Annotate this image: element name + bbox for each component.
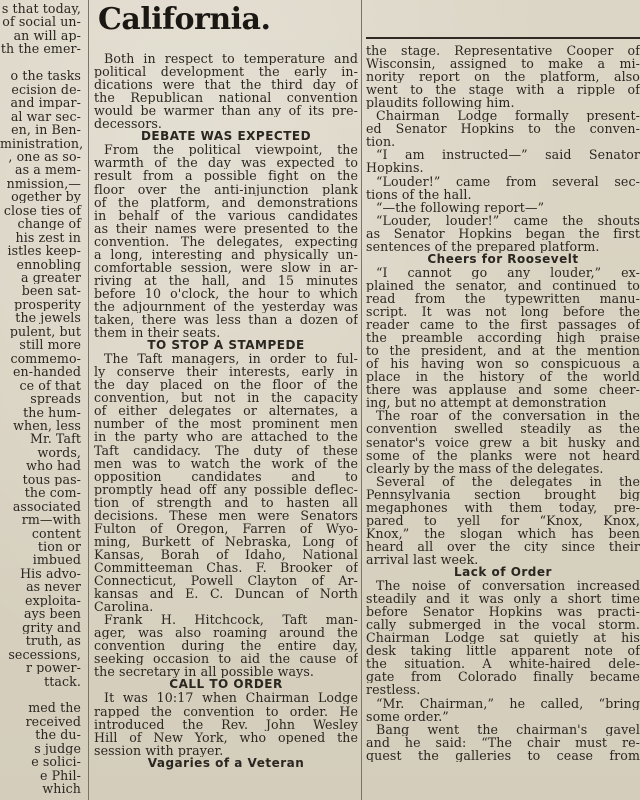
body-line: opposition candidates and to	[94, 469, 358, 483]
body-line: convention during the entire day,	[94, 639, 358, 653]
left-column-line: r power-	[26, 661, 81, 675]
body-line: restless.	[366, 683, 421, 697]
body-line: ing, but no attempt at demonstration	[366, 396, 607, 410]
left-column-line: the du-	[35, 728, 81, 742]
left-column-line: exploita-	[25, 593, 81, 607]
left-column-line: commemo-	[10, 351, 81, 365]
left-column-line: a greater	[21, 271, 81, 284]
body-line: seeking occasion to aid the cause of	[94, 652, 358, 666]
body-line: went to the stage with a ripple of	[366, 83, 640, 97]
body-line: comfortable session, were slow in ar-	[94, 260, 358, 274]
left-column-line: ecision de-	[11, 82, 81, 96]
body-line: the preamble according high praise	[366, 331, 640, 345]
left-column-line: content	[31, 526, 81, 540]
left-column-line: His advo-	[20, 566, 81, 580]
body-line: rapped the convention to order. He	[94, 704, 358, 718]
body-line: there was applause and some cheer-	[366, 383, 640, 397]
body-line: “I cannot go any louder,” ex-	[376, 265, 640, 279]
body-line: gate from Colorado finally became	[366, 670, 640, 684]
subhead: TO STOP A STAMPEDE	[147, 339, 305, 353]
body-line: dications were that the third day of	[94, 78, 358, 92]
left-column-line: , one as so-	[8, 149, 81, 163]
left-column-line: en, in Ben-	[11, 123, 81, 137]
left-column-line	[0, 56, 84, 69]
body-line: Connecticut, Powell Clayton of Ar-	[94, 574, 358, 587]
body-line: tion.	[366, 135, 396, 149]
body-line: convention, but not in the capacity	[94, 391, 358, 405]
left-column-line	[0, 688, 84, 701]
body-line: tions of the hall.	[366, 187, 472, 201]
left-column-line: associated	[12, 499, 81, 513]
left-column-line: an will ap-	[13, 28, 81, 42]
left-column-line: s that today,	[1, 2, 81, 15]
body-line: them in their seats.	[94, 326, 221, 340]
left-column-line: th the emer-	[0, 42, 81, 56]
body-line: as Senator Hopkins began the first	[366, 226, 640, 240]
body-line: as their names were presented to the	[94, 221, 358, 235]
left-column-line: ays been	[24, 607, 81, 621]
subhead: CALL TO ORDER	[169, 678, 283, 692]
left-column-line: who had	[26, 459, 81, 473]
left-column-line: been sat-	[21, 284, 81, 298]
body-line: promptly head off any possible deflec-	[94, 482, 358, 496]
body-line: reader came to the first passages of	[366, 318, 640, 332]
left-column-line: tion or	[37, 540, 81, 553]
body-line: Hill of New York, who opened the	[94, 730, 358, 744]
body-line: result from a possible fight on the	[94, 169, 358, 183]
subhead: Vagaries of a Veteran	[147, 756, 305, 770]
body-line: It was 10:17 when Chairman Lodge	[104, 691, 358, 705]
body-line: some order.”	[366, 709, 449, 723]
body-line: the stage. Representative Cooper of	[366, 44, 640, 57]
body-line: Chairman Lodge formally present-	[376, 109, 640, 123]
left-column	[0, 0, 84, 800]
left-column-line: ennobling	[16, 257, 81, 271]
body-line: riving at the hall, and 15 minutes	[94, 273, 358, 287]
body-line: of the platform, and demonstrations	[94, 195, 358, 209]
left-column-line: as a mem-	[15, 163, 81, 177]
body-line: floor over the anti-injunction plank	[94, 182, 358, 196]
body-line: arrival last week.	[366, 552, 479, 566]
left-column-line: nmission,—	[6, 176, 81, 190]
left-column-line: med the	[28, 701, 81, 715]
left-column-line: when, less	[13, 418, 81, 432]
body-line: The noise of conversation increased	[376, 579, 640, 593]
body-line: “Louder, louder!” came the shouts	[376, 213, 640, 227]
body-line: of his having won so conspicuous a	[366, 357, 640, 371]
body-line: Both in respect to temperature and	[104, 52, 358, 65]
left-column-line: tous pas-	[22, 472, 81, 486]
body-line: plained the senator, and continued to	[366, 278, 640, 292]
body-line: Fulton of Oregon, Farren of Wyo-	[94, 521, 358, 535]
left-column-line: secessions,	[8, 647, 81, 661]
body-line: kansas and E. C. Duncan of North	[94, 587, 358, 601]
body-line: session with prayer.	[94, 743, 224, 757]
left-column-line: s judge	[34, 741, 81, 755]
body-line: ed Senator Hopkins to the conven-	[366, 122, 640, 136]
body-line: convention. The delegates, expecting	[94, 234, 358, 248]
body-line: convention swelled steadily as the	[366, 422, 640, 436]
left-column-line: e solici-	[31, 755, 81, 769]
body-line: Committeeman Chas. F. Brooker of	[94, 560, 358, 574]
body-line: before 10 o'clock, the hour to which	[94, 286, 358, 300]
left-column-line: ce of that	[19, 378, 81, 392]
body-line: Hopkins.	[366, 161, 424, 175]
body-line: Wisconsin, assigned to make a mi-	[366, 57, 640, 71]
body-line: some of the planks were not heard	[366, 448, 640, 462]
masthead-title: California.	[98, 2, 271, 37]
body-line: “Mr. Chairman,” he called, “bring	[376, 696, 640, 710]
left-column-line: istles keep-	[7, 244, 81, 258]
body-line: script. It was not long before the	[366, 305, 640, 318]
left-column-line: rm—with	[21, 513, 81, 527]
body-line: men was to watch the work of the	[94, 456, 358, 470]
body-line: heard all over the city since their	[366, 539, 640, 553]
left-column-line: ttack.	[44, 674, 81, 688]
subhead: Cheers for Roosevelt	[427, 252, 579, 266]
body-line: warmth of the day was expected to	[94, 156, 358, 170]
body-line: ming, Burkett of Nebraska, Long of	[94, 534, 358, 548]
body-line: Chairman Lodge sat quietly at his	[366, 631, 640, 645]
left-column-line: of social un-	[2, 15, 81, 29]
left-column-line: pulent, but	[9, 324, 81, 338]
right-column	[366, 0, 640, 800]
left-column-line: close ties of	[3, 203, 81, 217]
left-column-line: al war sec-	[10, 109, 81, 123]
left-column-line: grity and	[22, 620, 81, 634]
left-column-line: prosperity	[14, 297, 81, 311]
body-line: Frank H. Hitchcock, Taft man-	[104, 613, 358, 627]
body-line: of either delegates or alternates, a	[94, 404, 358, 418]
body-line: and he said: “The chair must re-	[366, 735, 640, 749]
body-line: to the president, and at the mention	[366, 344, 640, 358]
body-line: political development the early in-	[94, 65, 358, 79]
left-column-line: change of	[17, 217, 81, 231]
left-column-line: and impar-	[10, 96, 81, 110]
body-line: tion of strength and to hasten all	[94, 495, 358, 509]
left-column-line: ogether by	[11, 190, 81, 204]
body-line: From the political viewpoint, the	[104, 143, 358, 157]
body-line: the Republican national convention	[94, 91, 358, 105]
left-column-line: spreads	[30, 392, 81, 406]
body-line: Knox,” the slogan which has been	[366, 526, 640, 540]
body-line: Kansas, Borah of Idaho, National	[94, 547, 358, 561]
body-line: the situation. A white-haired dele-	[366, 657, 640, 671]
left-column-line: the hum-	[23, 405, 81, 419]
body-line: taken, there was less than a dozen of	[94, 313, 358, 326]
body-line: decisions. These men were Senators	[94, 508, 358, 522]
body-line: plaudits following him.	[366, 96, 515, 110]
body-line: decessors.	[94, 117, 163, 131]
left-column-line: the jewels	[15, 311, 81, 325]
left-column-line: truth, as	[25, 634, 81, 648]
body-line: a long, interesting and physically un-	[94, 247, 358, 261]
body-line: ager, was also roaming around the	[94, 626, 358, 640]
body-line: Pennsylvania section brought big	[366, 487, 640, 501]
left-column-line: words,	[37, 445, 81, 459]
body-line: would be warmer than any of its pre-	[94, 104, 358, 118]
subhead: Lack of Order	[454, 566, 552, 579]
body-line: before Senator Hopkins was practi-	[366, 605, 640, 619]
body-line: Bang went the chairman's gavel	[376, 722, 640, 736]
body-line: The Taft managers, in order to ful-	[104, 352, 358, 366]
left-column-line: imbued	[32, 553, 81, 567]
body-line: clearly by the mass of the delegates.	[366, 461, 604, 475]
body-line: the day placed on the floor of the	[94, 378, 358, 392]
body-line: Taft candidacy. The duty of these	[94, 443, 358, 457]
body-line: nority report on the platform, also	[366, 70, 640, 84]
left-column-line: as never	[26, 580, 81, 594]
body-line: “I am instructed—” said Senator	[376, 148, 640, 162]
body-line: number of the most prominent men	[94, 417, 358, 431]
left-column-line: ministration,	[0, 136, 84, 150]
body-line: place in the history of the world	[366, 370, 640, 384]
body-line: cally submerged in the vocal storm.	[366, 618, 640, 632]
body-line: read from the typewritten manu-	[366, 291, 640, 305]
body-line: introduced the Rev. John Wesley	[94, 717, 358, 731]
left-column-line: his zest in	[15, 230, 81, 244]
left-column-line: which	[42, 782, 81, 796]
body-line: ly conserve their interests, early in	[94, 365, 358, 379]
body-line: sentences of the prepared platform.	[366, 239, 600, 253]
body-line: senator's voice grew a bit husky and	[366, 435, 640, 449]
body-line: in the party who are attached to the	[94, 430, 358, 444]
body-line: pared to yell for “Knox, Knox,	[366, 513, 640, 527]
body-line: Carolina.	[94, 600, 154, 614]
left-column-line: e Phil-	[39, 768, 81, 782]
column-rule-left	[88, 0, 89, 800]
body-line: “—the following report—”	[376, 200, 545, 214]
left-column-line: still more	[19, 338, 81, 352]
body-line: megaphones with them today, pre-	[366, 500, 640, 514]
left-column-line: the com-	[24, 486, 81, 500]
left-column-line: received	[25, 714, 81, 728]
body-line: The roar of the conversation in the	[376, 409, 640, 423]
middle-column	[94, 0, 358, 800]
body-line: the secretary in all possible ways.	[94, 665, 314, 679]
column-rule-right	[361, 0, 362, 800]
left-column-line: o the tasks	[10, 69, 81, 83]
body-line: in behalf of the various candidates	[94, 208, 358, 222]
left-column-line: Mr. Taft	[30, 432, 81, 446]
subhead: DEBATE WAS EXPECTED	[140, 130, 312, 144]
body-line: the adjournment of the yesterday was	[94, 299, 358, 313]
body-line: desk taking little apparent note of	[366, 644, 640, 658]
body-line: “Louder!” came from several sec-	[376, 174, 640, 188]
left-column-line: en-handed	[12, 365, 81, 379]
body-line: steadily and it was only a short time	[366, 592, 640, 606]
body-line: Several of the delegates in the	[376, 474, 640, 488]
body-line: quest the galleries to cease from	[366, 748, 640, 762]
